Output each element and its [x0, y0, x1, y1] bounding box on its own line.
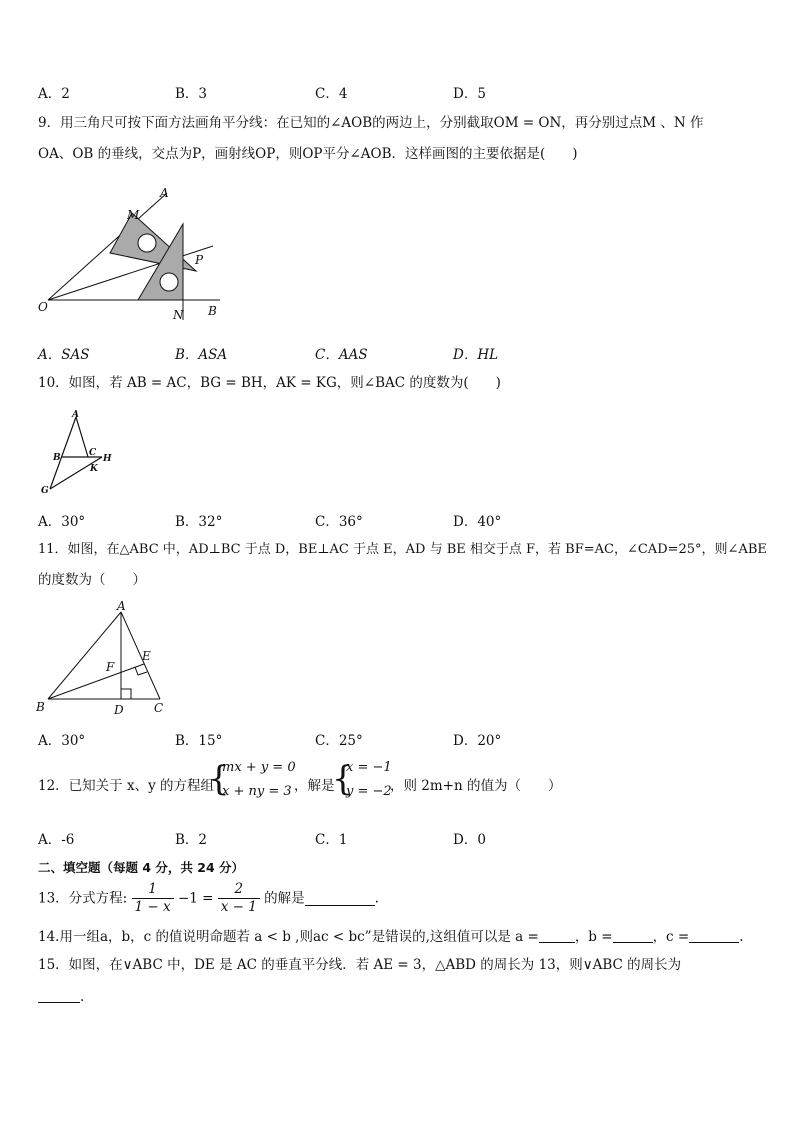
q14-line	[38, 925, 744, 945]
q9-option-d: D．HL	[453, 347, 499, 363]
q9-label-P: P	[195, 253, 204, 267]
q12-option-a: A．-6	[38, 832, 75, 848]
q9-figure	[30, 180, 230, 325]
q13-fraction-1	[132, 881, 174, 916]
q11-label-F: F	[106, 660, 115, 674]
q14-blank-a[interactable]	[539, 928, 575, 943]
q9-option-a: A．SAS	[38, 347, 90, 363]
q15-stem: 15．如图，在∨ABC 中，DE 是 AC 的垂直平分线．若 AE = 3，△ABD 的周长为 13，则∨ABC 的周长为	[38, 957, 682, 973]
q10-label-C: C	[89, 448, 97, 458]
q13-fraction-2	[218, 881, 260, 916]
q10-label-K: K	[90, 464, 98, 474]
q11-label-D: D	[114, 703, 124, 717]
q10-label-B: B	[53, 453, 61, 463]
q12-solution-y: y = −2	[346, 784, 392, 799]
q10-label-G: G	[41, 486, 49, 495]
q13-line	[38, 881, 379, 916]
q11-label-B: B	[36, 700, 45, 714]
q12-prefix: 12．已知关于 x、y 的方程组	[38, 778, 215, 794]
q9-stem-line1: 9．用三角尺可按下面方法画角平分线：在已知的∠AOB的两边上，分别截取OM = ON，再分别过点M 、N 作	[38, 115, 704, 131]
q11-option-a: A．30°	[38, 733, 86, 749]
q12-option-c: C．1	[315, 832, 348, 848]
q8-option-c: C．4	[315, 86, 348, 102]
q14-blank-b[interactable]	[613, 928, 653, 943]
q9-label-N: N	[173, 308, 184, 322]
q13-f2-numerator: 2	[218, 881, 260, 899]
q10-option-b: B．32°	[175, 514, 223, 530]
q13-end: .	[374, 890, 379, 907]
q12-suffix: ，则 2m+n 的值为（ ）	[390, 778, 562, 794]
q10-figure	[36, 405, 126, 495]
q11-option-d: D．20°	[453, 733, 502, 749]
q10-label-H: H	[103, 454, 112, 464]
q14-b-label: ，b =	[574, 929, 613, 945]
q11-option-c: C．25°	[315, 733, 363, 749]
q9-label-O: O	[38, 300, 48, 314]
q14-blank-c[interactable]	[689, 928, 739, 943]
q8-option-a: A．2	[38, 86, 70, 102]
q12-option-d: D．0	[453, 832, 486, 848]
q13-f1-numerator: 1	[132, 881, 174, 899]
q12-mid: ，解是	[294, 778, 335, 794]
q10-option-c: C．36°	[315, 514, 363, 530]
q9-label-B: B	[208, 304, 217, 318]
q9-stem-line2: OA、OB 的垂线，交点为P，画射线OP，则OP平分∠AOB．这样画图的主要依据是( )	[38, 146, 578, 162]
q11-stem-line1: 11．如图，在△ABC 中，AD⊥BC 于点 D，BE⊥AC 于点 E，AD 与 BE 相交于点 F，若 BF=AC，∠CAD=25°，则∠ABE	[38, 542, 767, 557]
section-heading-fill-in: 二、填空题（每题 4 分，共 24 分）	[38, 860, 245, 875]
q11-option-b: B．15°	[175, 733, 223, 749]
q11-label-C: C	[154, 701, 164, 715]
q11-label-A: A	[117, 599, 126, 613]
q12-solution-x: x = −1	[346, 760, 392, 775]
q10-option-a: A．30°	[38, 514, 86, 530]
q14-c-label: ，c =	[652, 929, 690, 945]
q10-stem: 10．如图，若 AB = AC，BG = BH，AK = KG，则∠BAC 的度数为( )	[38, 375, 501, 391]
q9-option-b: B．ASA	[175, 347, 228, 363]
q14-stem: 14.用一组a，b，c 的值说明命题若 a < b ,则ac < bc”是错误的,这组值可以是 a =	[38, 929, 539, 945]
q11-figure	[30, 598, 180, 718]
q11-label-E: E	[142, 649, 151, 663]
q14-end: .	[739, 929, 744, 945]
q13-minus-one: −1 =	[177, 890, 214, 907]
q13-f2-denominator: x − 1	[220, 899, 257, 915]
q10-option-d: D．40°	[453, 514, 502, 530]
q13-f1-denominator: 1 − x	[134, 899, 171, 915]
q12-system-eq1: mx + y = 0	[222, 760, 296, 775]
q12-brace-2: {	[332, 759, 354, 799]
q8-option-b: B．3	[175, 86, 208, 102]
q13-prefix: 13．分式方程:	[38, 890, 128, 907]
q15-answer-line	[38, 988, 84, 1005]
q10-label-A: A	[72, 410, 79, 420]
q12-system-eq2: x + ny = 3	[222, 784, 292, 799]
q13-answer-blank[interactable]	[305, 891, 375, 906]
q9-label-A: A	[160, 186, 169, 200]
q15-end: .	[80, 989, 85, 1005]
q11-stem-line2: 的度数为（ ）	[38, 572, 146, 588]
q8-option-d: D．5	[453, 86, 486, 102]
q9-option-c: C．AAS	[315, 347, 368, 363]
q12-brace-1: {	[208, 759, 230, 799]
q9-label-M: M	[127, 208, 140, 222]
q13-suffix: 的解是	[264, 890, 305, 907]
q15-answer-blank[interactable]	[38, 988, 80, 1003]
q12-option-b: B．2	[175, 832, 208, 848]
